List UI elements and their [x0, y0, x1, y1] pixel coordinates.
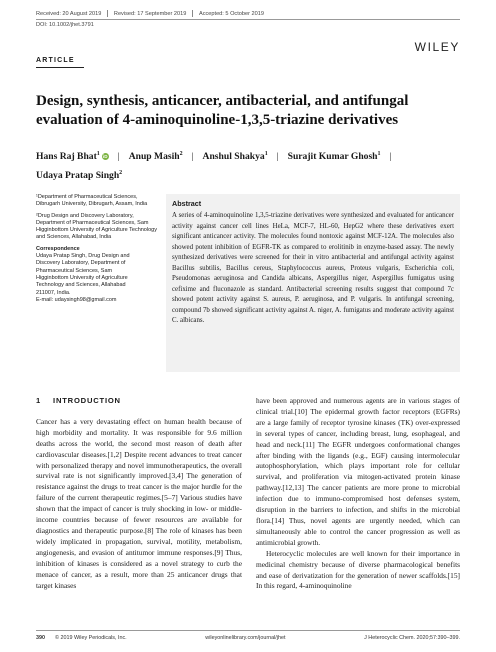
correspondence-line: Technology and Sciences, Allahabad	[36, 282, 126, 289]
correspondence-email[interactable]: E-mail: udaysingh98@gmail.com	[36, 296, 117, 303]
correspondence-line: Udaya Pratap Singh, Drug Design and	[36, 253, 130, 260]
author[interactable]: Udaya Pratap Singh$^2$	[36, 170, 123, 182]
correspondence-line: Higginbottom University of Agriculture	[36, 274, 128, 281]
author[interactable]: Surajit Kumar Ghosh$^1$	[287, 151, 381, 163]
correspondence-heading: Correspondence	[36, 245, 80, 252]
footer-rule	[36, 630, 460, 631]
abstract-text: A series of 4-aminoquinoline 1,3,5-triazine derivatives were synthesized and evaluated for anticancer activity against cancer cell lines HeLa, MCF-7, HL-60, HepG2 where these derivatives exert significant anticancer activity. The molecules found nontoxic against MCF-12A. The molecules also showed potent inhibition of EGFR-TK as compared to erolitinib in enzyme-based assay. The newly synthesized derivatives were screened for their in vitro antibacterial and antifungal activity against Bacillus subtilis, Bacillus cereus, Staphylococcus aureus, Proteus vulgaris, Escherichia coli, Pseudomonas aeruginosa and Candida albicans, Aspergillus niger, Aspergillus fumigatus using cefixime and fluconazole as standard. Antibacterial screening results suggest that compound 7c showed potent activity against S. aureus, P. aeruginosa, and P. vulgaris. In antifungal screening, compound 7b showed significant activity against A. niger, A. fumigatus and moderate activity against C. albicans.	[172, 212, 454, 324]
body-paragraph: Heterocyclic molecules are well known for their importance in medicinal chemistry because of diverse pharmacological benefits and ease of derivatization for the generation of newer scaffolds.[15] In this regard, 4-aminoquinoline	[256, 548, 460, 591]
divider	[107, 10, 108, 17]
body-paragraph: Cancer has a very devastating effect on human health because of high morbidity and mortality. It was responsible for 9.6 million deaths across the world, the second most reason of death after cardiovascular diseases.[1,2] Despite recent advances to treat cancer with personalized therapy and novel immunotherapeutics, the overall survival rate is not significantly improved.[3,4] The generation of resistance against the drugs to treat cancer is the major hurdle for the failure of the current therapeutic regimes.[5–7] Various studies have shown that the impact of cancer is truly shocking in low- or middle-income countries because of fewer resources are available for diagnostics and therapeutic purpose.[8] The role of kinases has been widely implicated in propagation, survival, motility, metabolism, angiogenesis, and evasion of antitumor immune responses.[9] Thus, inhibition of kinases is considered as a novel strategy to curb the menace of cancer, as a result, more than 25 anticancer drugs that target kinases	[36, 416, 242, 590]
header-rule	[36, 19, 460, 20]
author[interactable]: Hans Raj Bhat$^1$ iD	[36, 151, 108, 163]
publication-history	[36, 10, 460, 17]
author[interactable]: Anshul Shakya$^1$	[202, 151, 268, 163]
section-heading: 1 INTRODUCTION	[36, 396, 121, 405]
publisher-logo: WILEY	[414, 40, 460, 54]
paper-title: Design, synthesis, anticancer, antibacterial, and antifungal evaluation of 4-aminoquinoline-1,3,5-triazine derivatives	[36, 93, 409, 128]
page-footer	[36, 635, 460, 641]
body-paragraph: have been approved and numerous agents are in various stages of clinical trial.[10] The epidermal growth factor receptors (EGFRs) are a large family of receptor tyrosine kinases (TK) over-expressed in several types of cancer, including breast, lung, esophageal, and head and neck.[11] The EGFR undergoes conformational changes after binding with the ligands (e.g., EGF) causing intermolecular autophosphorylation, which plays important role for cellular survival, and proliferation via mitogen-activated protein kinase pathway.[12,13] The cancer patients are more prone to microbial infection due to immuno-compromised host defenses system, disruption in the barriers to infection, and shifts in the microbial flora.[14] Thus, novel agents are urgently needed, which can simultaneously able to control the cancer progression as well as antimicrobial growth.	[256, 396, 460, 547]
abstract-heading: Abstract	[172, 199, 202, 208]
correspondence-line: Discovery Laboratory, Department of	[36, 260, 126, 267]
article-type-rule	[36, 67, 84, 68]
journal-citation: J Heterocyclic Chem. 2020;57:390–399.	[364, 635, 460, 641]
divider	[192, 10, 193, 17]
copyright: © 2019 Wiley Periodicals, Inc.	[55, 635, 127, 641]
affiliation-2: ²Drug Design and Discovery Laboratory, Department of Pharmaceutical Sciences, Sam Higginbottom University of Agriculture Technology and Sciences, Allahabad, India	[36, 212, 157, 241]
received-date: Received: 20 August 2019	[36, 10, 102, 17]
author-list: Hans Raj Bhat$^1$ iD | Anup Masih$^2$ | Anshul Shakya$^1$ | Surajit Kumar Ghosh$^1$ | Udaya Pratap Singh$^2$	[36, 151, 392, 182]
author[interactable]: Anup Masih$^2$	[128, 151, 183, 163]
revised-date: Revised: 17 September 2019	[113, 10, 187, 17]
correspondence-line: 211007, India.	[36, 289, 71, 296]
body-column-right	[256, 396, 460, 592]
journal-url[interactable]: wileyonlinelibrary.com/journal/jhet	[205, 635, 286, 641]
affiliation-1: ¹Department of Pharmaceutical Sciences, Dibrugarh University, Dibrugarh, Assam, India	[36, 194, 148, 208]
accepted-date: Accepted: 5 October 2019	[198, 10, 264, 17]
article-type: ARTICLE	[36, 57, 75, 64]
doi[interactable]: DOI: 10.1002/jhet.3791	[36, 22, 94, 28]
page-number: 390	[36, 635, 45, 641]
affiliations	[36, 194, 158, 304]
abstract-box	[166, 194, 460, 372]
orcid-icon[interactable]: iD	[103, 154, 108, 160]
correspondence-line: Pharmaceutical Sciences, Sam	[36, 267, 113, 274]
body-column-left	[36, 396, 242, 591]
